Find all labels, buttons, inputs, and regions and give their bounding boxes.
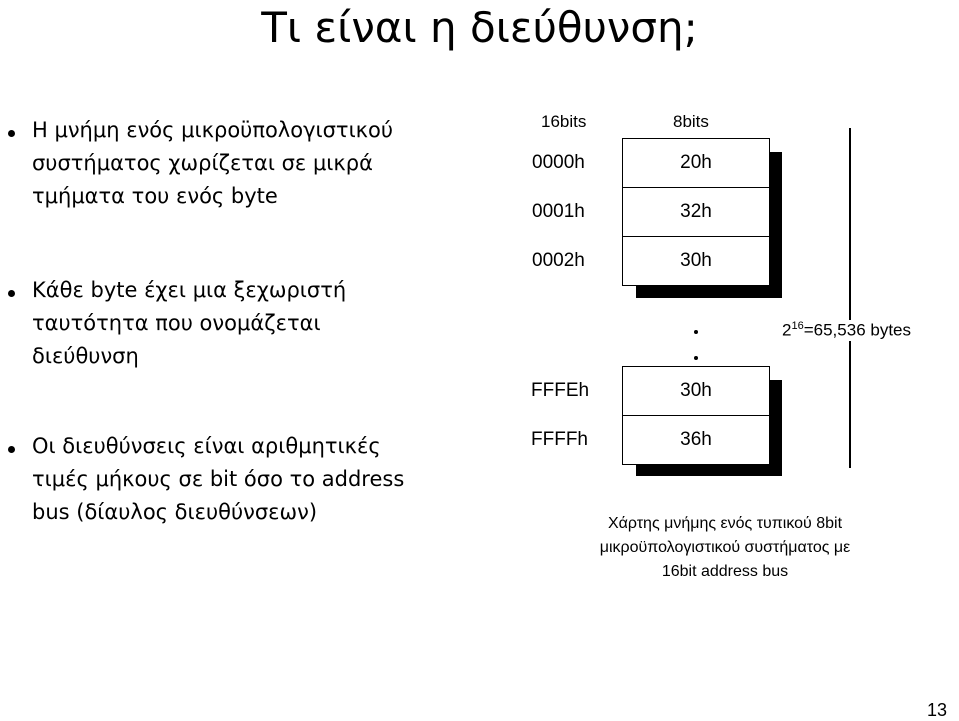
memory-cell: 36h [622,415,770,465]
page-number: 13 [926,700,947,720]
memory-address: 0002h [532,250,585,271]
bullet-dot-icon [8,290,15,297]
bullet-text: Η μνήμη ενός μικροϋπολογιστικού συστήματος χωρίζεται σε μικρά τμήματα του ενός byte [32,118,394,208]
memory-cell: 30h [622,236,770,286]
data-width-label: 8bits [673,112,709,131]
diagram-caption: Χάρτης μνήμης ενός τυπικού 8bit μικροϋπολογιστικού συστήματος με 16bit address bus [599,515,851,580]
bullet-dot-icon [8,446,15,453]
memory-address: FFFEh [531,380,590,401]
memory-size-label: $2^{16}=65,536$ bytes [782,320,911,340]
bullet-text: Κάθε byte έχει μια ξεχωριστή ταυτότητα που ονομάζεται διεύθυνση [32,278,347,368]
bullet-dot-icon [8,130,15,137]
memory-cell: 32h [622,187,770,237]
address-width-label: 16bits [541,112,587,131]
slide-title: Τι είναι η διεύθυνση; [261,3,698,52]
bullet-text: Οι διευθύνσεις είναι αριθμητικές τιμές μήκους σε bit όσο το address bus (δίαυλος διευθύνσεων) [32,434,405,524]
memory-address: FFFFh [531,429,588,450]
memory-address: 0000h [532,152,585,173]
memory-cell: 20h [622,138,770,188]
ellipsis-dot [694,356,698,360]
memory-address: 0001h [532,201,585,222]
ellipsis-dot [694,330,698,334]
size-bracket-line [849,128,851,468]
ellipsis-dot [694,290,698,294]
memory-cell: 30h [622,366,770,416]
